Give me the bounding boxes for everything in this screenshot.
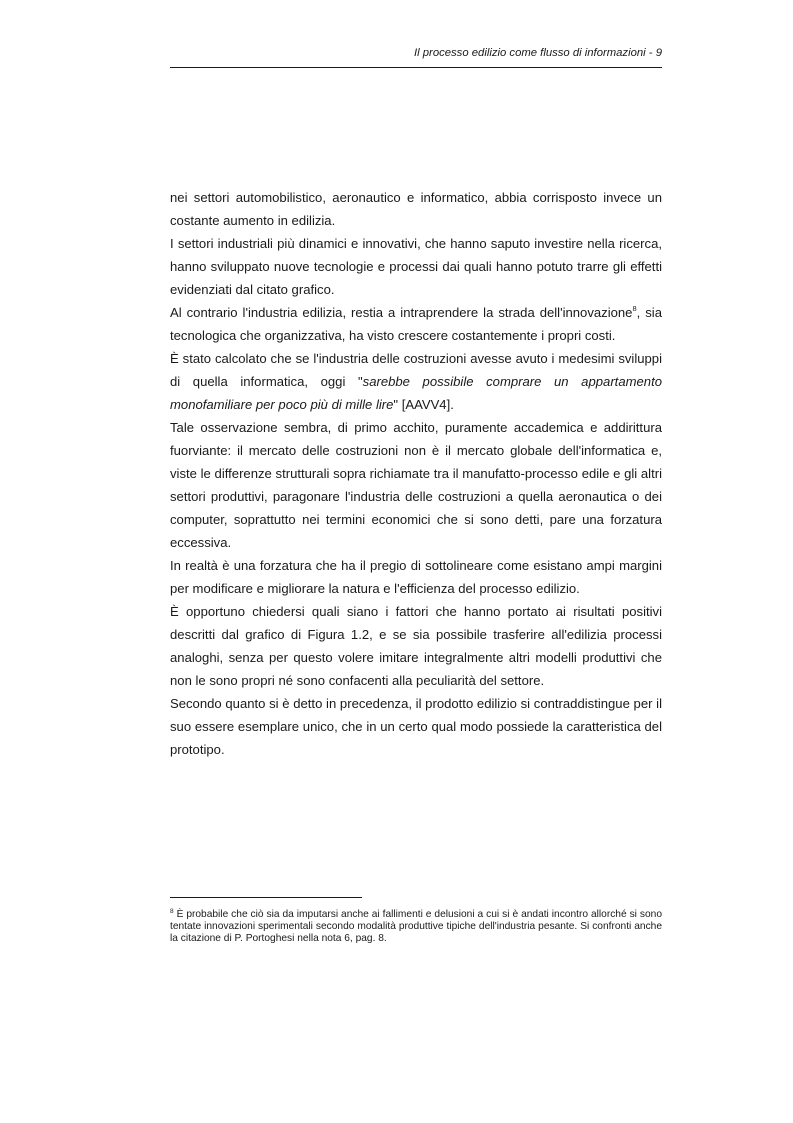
quotation: sarebbe possibile comprare un appartamento monofamiliare per poco più di mille lire — [170, 374, 662, 412]
paragraph-3 — [170, 301, 662, 347]
paragraph-4-text-b: " [AAVV4]. — [393, 397, 454, 412]
footnote — [170, 909, 662, 945]
footnote-separator — [170, 897, 362, 898]
paragraph-2: I settori industriali più dinamici e innovativi, che hanno saputo investire nella ricerca, hanno sviluppato nuove tecnologie e processi dai quali hanno potuto trarre gli effetti evidenziati dal citato grafico. — [170, 236, 662, 297]
paragraph-8: Secondo quanto si è detto in precedenza, il prodotto edilizio si contraddistingue per il suo essere esemplare unico, che in un certo qual modo possiede la caratteristica del prototipo. — [170, 696, 662, 757]
footnote-text: È probabile che ciò sia da imputarsi anche ai fallimenti e delusioni a cui si è andati incontro allorché si sono tentate innovazioni sperimentali secondo modalità produttive tipiche dell'industria pesante. Si confronti anche la citazione di P. Portoghesi nella nota 6, pag. 8. — [170, 909, 662, 944]
running-header: Il processo edilizio come flusso di informazioni - 9 — [413, 47, 662, 59]
paragraph-7: È opportuno chiedersi quali siano i fattori che hanno portato ai risultati positivi descritti dal grafico di Figura 1.2, e se sia possibile trasferire all'edilizia processi analoghi, senza per questo volere imitare integralmente altri modelli produttivi che non le sono propri né sono confacenti alla peculiarità del settore. — [170, 604, 662, 688]
paragraph-5: Tale osservazione sembra, di primo acchito, puramente accademica e addirittura fuorviante: il mercato delle costruzioni non è il mercato globale dell'informatica e, viste le differenze strutturali sopra richiamate tra il manufatto-processo edile e gli altri settori produttivi, paragonare l'industria delle costruzioni a quella aeronautica o dei computer, soprattutto nei termini economici che si sono detti, pare una forzatura eccessiva. — [170, 420, 662, 550]
paragraph-4-text-a: È stato calcolato che se l'industria delle costruzioni avesse avuto i medesimi sviluppi di quella informatica, oggi " — [170, 351, 662, 389]
paragraph-1: nei settori automobilistico, aeronautico e informatico, abbia corrisposto invece un costante aumento in edilizia. — [170, 190, 662, 228]
footnote-number: 8 — [170, 908, 174, 915]
body-text — [170, 186, 662, 761]
paragraph-3-text-b: , sia tecnologica che organizzativa, ha visto crescere costantemente i propri costi. — [170, 305, 662, 343]
paragraph-6: In realtà è una forzatura che ha il pregio di sottolineare come esistano ampi margini per modificare e migliorare la natura e l'efficienza del processo edilizio. — [170, 558, 662, 596]
paragraph-4 — [170, 347, 662, 416]
footnote-reference[interactable]: 8 — [632, 304, 637, 313]
paragraph-3-text-a: Al contrario l'industria edilizia, restia a intraprendere la strada dell'innovazione — [170, 305, 633, 320]
header-rule — [170, 67, 662, 68]
